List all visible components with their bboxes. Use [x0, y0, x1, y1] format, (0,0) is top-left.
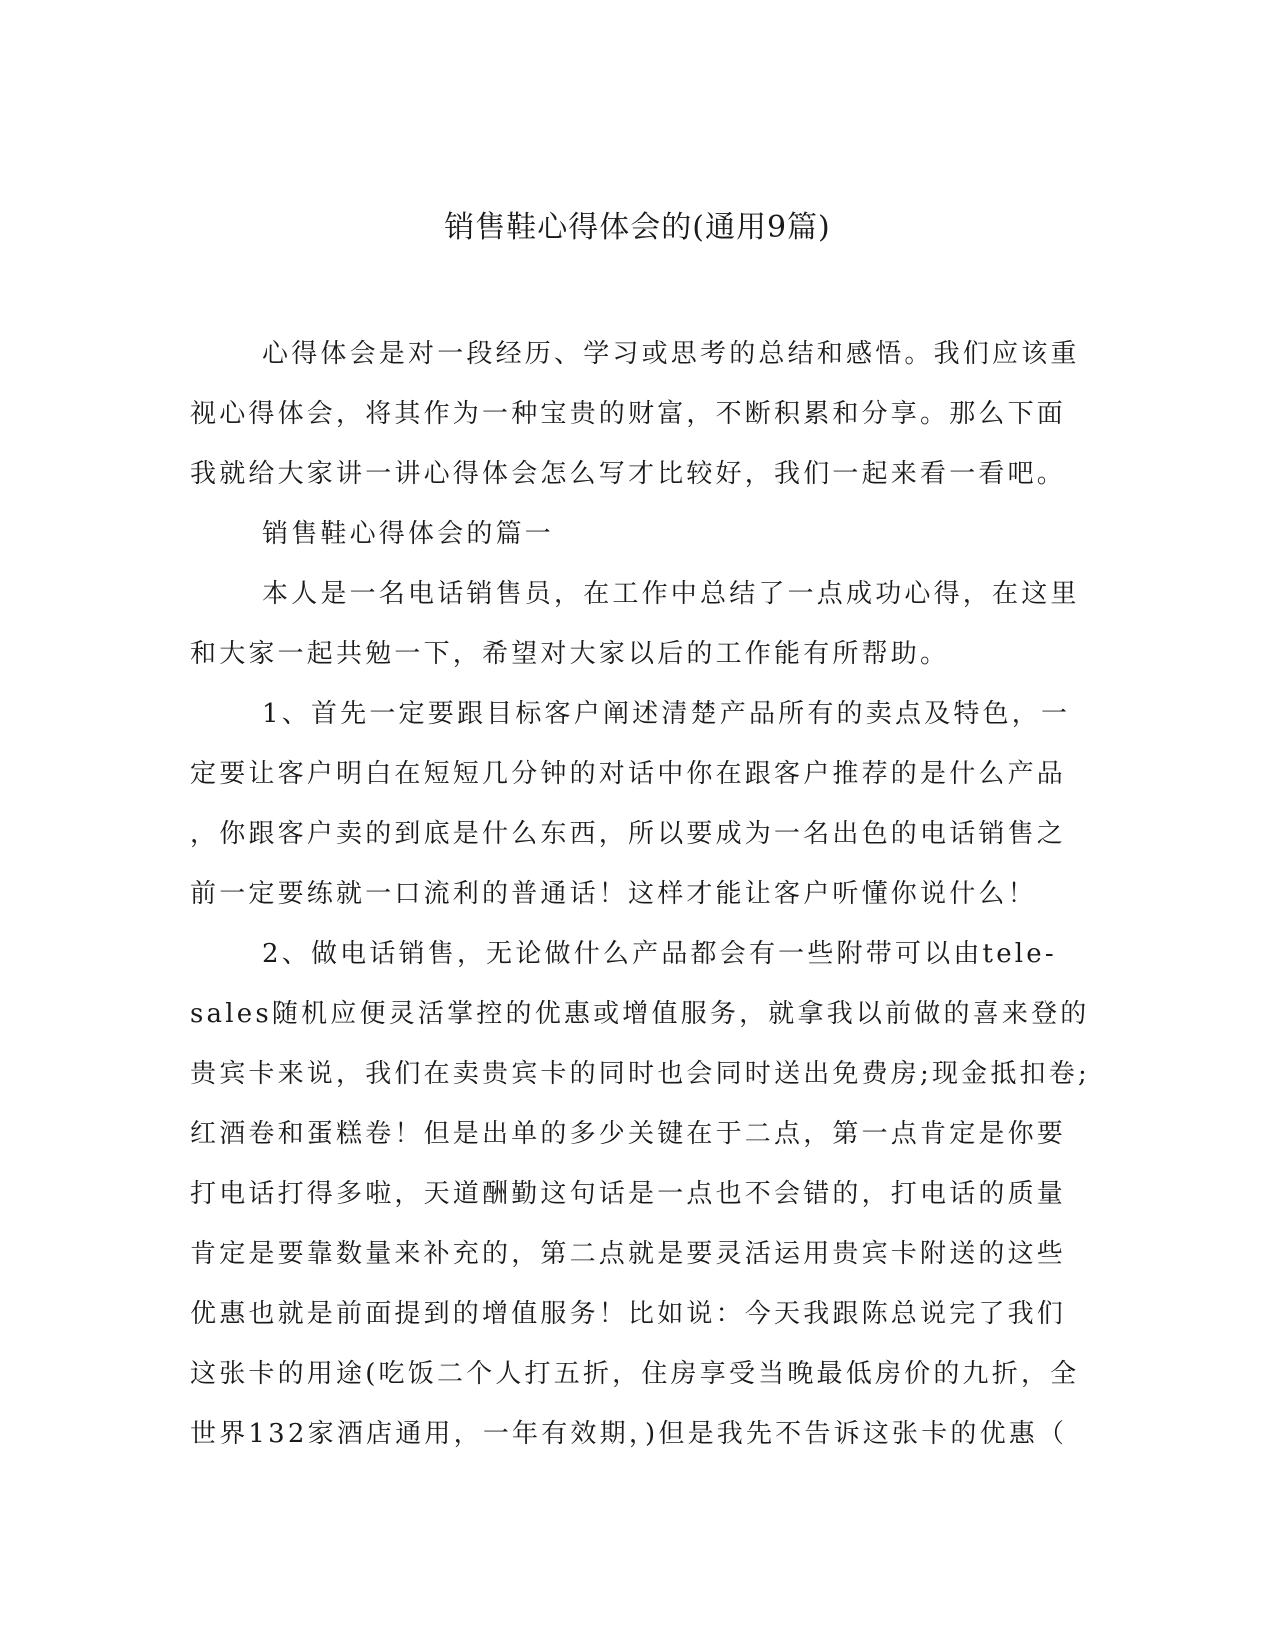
text-line: 贵宾卡来说，我们在卖贵宾卡的同时也会同时送出免费房;现金抵扣卷;: [190, 1059, 1090, 1089]
text-line: 定要让客户明白在短短几分钟的对话中你在跟客户推荐的是什么产品: [190, 759, 1067, 789]
text-line: 打电话打得多啦，天道酬勤这句话是一点也不会错的，打电话的质量: [190, 1179, 1067, 1209]
text-line: 优惠也就是前面提到的增值服务！比如说：今天我跟陈总说完了我们: [190, 1299, 1067, 1329]
section-heading: 销售鞋心得体会的篇一: [262, 519, 555, 549]
text-line: 前一定要练就一口流利的普通话！这样才能让客户听懂你说什么！: [190, 879, 1037, 909]
text-line: 红酒卷和蛋糕卷！但是出单的多少关键在于二点，第一点肯定是你要: [190, 1119, 1067, 1149]
text-line: ，你跟客户卖的到底是什么东西，所以要成为一名出色的电话销售之: [190, 819, 1067, 849]
text-line: 1、首先一定要跟目标客户阐述清楚产品所有的卖点及特色，一: [262, 699, 1071, 729]
text-line: 世界132家酒店通用，一年有效期，)但是我先不告诉这张卡的优惠（: [190, 1419, 1068, 1449]
text-line: 和大家一起共勉一下，希望对大家以后的工作能有所帮助。: [190, 639, 950, 669]
text-line: 本人是一名电话销售员，在工作中总结了一点成功心得，在这里: [262, 579, 1080, 609]
text-line: 心得体会是对一段经历、学习或思考的总结和感悟。我们应该重: [262, 339, 1080, 369]
text-line: sales随机应便灵活掌控的优惠或增值服务，就拿我以前做的喜来登的: [190, 999, 1090, 1029]
document-title: 销售鞋心得体会的(通用9篇): [444, 210, 831, 245]
document-body: [190, 330, 1090, 1470]
text-line: 2、做电话销售，无论做什么产品都会有一些附带可以由tele-: [262, 939, 1057, 969]
text-line: 肯定是要靠数量来补充的，第二点就是要灵活运用贵宾卡附送的这些: [190, 1239, 1067, 1269]
text-line: 这张卡的用途(吃饭二个人打五折，住房享受当晚最低房价的九折，全: [190, 1359, 1080, 1389]
text-line: 视心得体会，将其作为一种宝贵的财富，不断积累和分享。那么下面: [190, 399, 1067, 429]
text-line: 我就给大家讲一讲心得体会怎么写才比较好，我们一起来看一看吧。: [190, 459, 1067, 489]
